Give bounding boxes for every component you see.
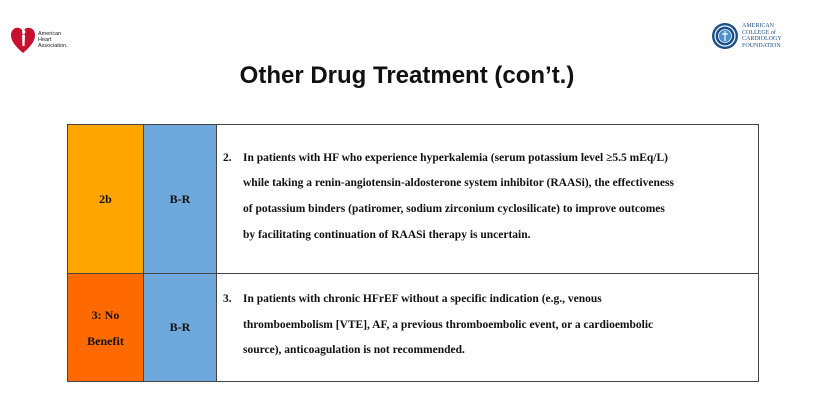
loe-label: B-R [169, 191, 191, 206]
recommendation-line [223, 287, 752, 313]
recommendation-line: by facilitating continuation of RAASi therapy is uncertain. [243, 228, 531, 241]
table-row [68, 125, 759, 274]
recommendation-line: source), anticoagulation is not recommended. [243, 344, 465, 357]
aha-logo [10, 26, 80, 54]
acc-logo-text: AMERICAN COLLEGE of CARDIOLOGY FOUNDATION [742, 23, 782, 49]
loe-label: B-R [169, 320, 191, 334]
cor-cell [68, 274, 144, 382]
aha-logo-text: American Heart Association. [38, 31, 68, 49]
cor-label: 2b [99, 192, 112, 206]
recommendation-text [217, 274, 759, 382]
page-title: Other Drug Treatment (con’t.) [239, 62, 575, 89]
recommendation-line: of potassium binders (patiromer, sodium zirconium cyclosilicate) to improve outcomes [243, 203, 665, 215]
recommendation-line [223, 146, 752, 172]
recommendation-line: while taking a renin-angiotensin-aldosterone system inhibitor (RAASi), the effectiveness [243, 177, 674, 190]
item-number: 3. [223, 293, 232, 306]
recommendation-text [217, 125, 759, 274]
heart-torch-icon [10, 26, 36, 54]
loe-cell [144, 274, 217, 382]
item-number: 2. [223, 151, 232, 164]
cor-cell [68, 125, 144, 274]
acc-seal-icon [711, 22, 739, 50]
recommendation-first-line: In patients with chronic HFrEF without a specific indication (e.g., venous [243, 293, 602, 306]
recommendation-table [67, 124, 759, 382]
cor-label: 3: No Benefit [87, 307, 124, 348]
recommendation-line: thromboembolism [VTE], AF, a previous thromboembolic event, or a cardioembolic [243, 318, 654, 331]
table-row [68, 274, 759, 382]
acc-logo [711, 22, 812, 50]
loe-cell [144, 125, 217, 274]
recommendation-first-line: In patients with HF who experience hyperkalemia (serum potassium level ≥5.5 mEq/L) [243, 151, 668, 164]
